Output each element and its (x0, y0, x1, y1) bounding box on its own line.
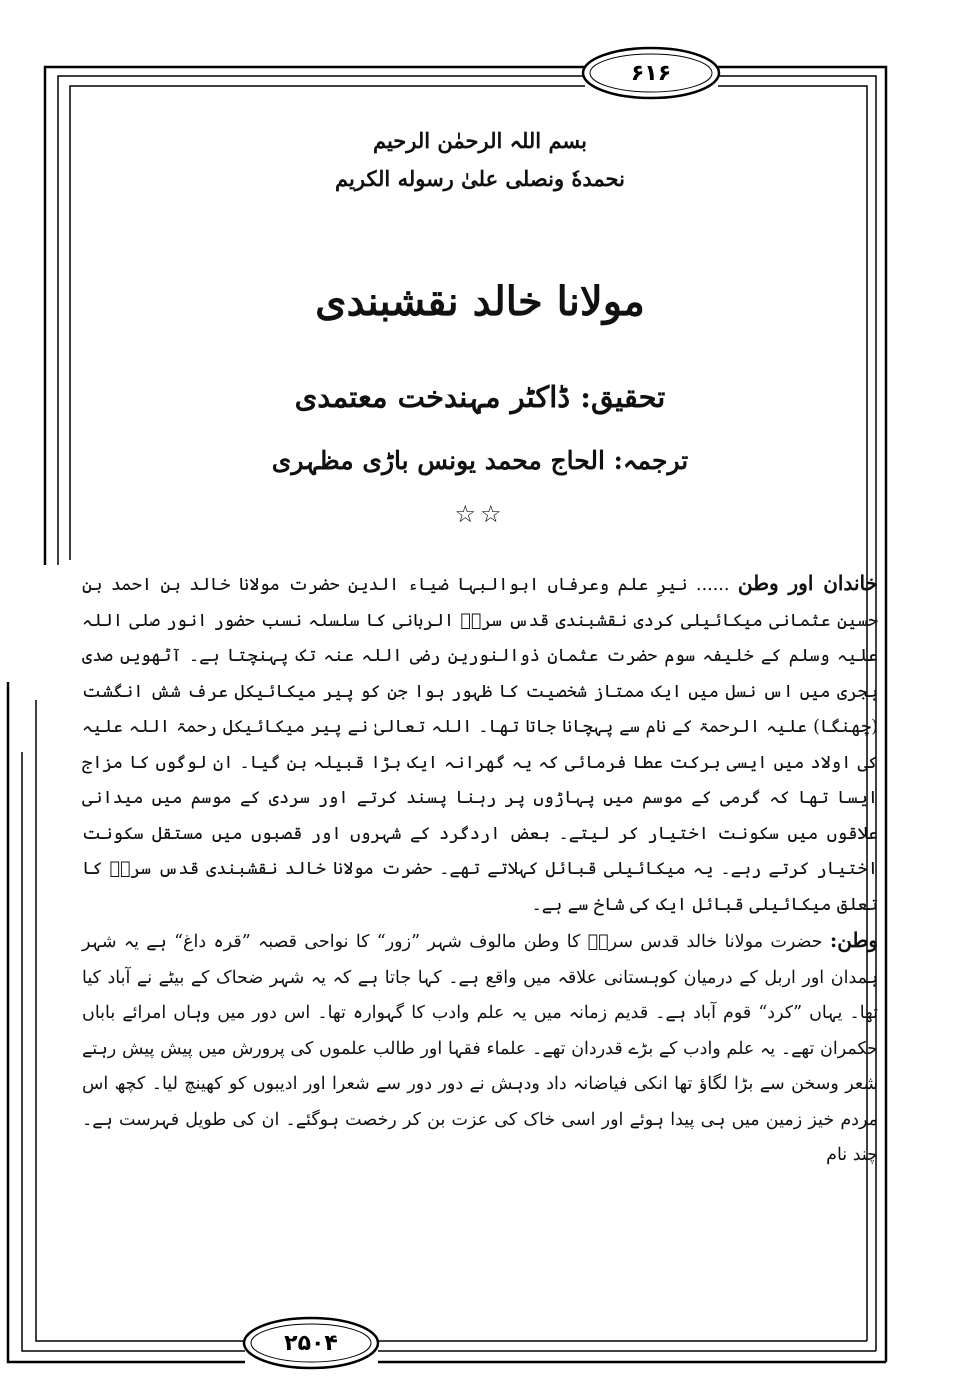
paragraph-family-homeland (82, 566, 878, 923)
paragraph-heading: خاندان اور وطن (737, 571, 878, 595)
paragraph-homeland (82, 923, 878, 1174)
paragraph-text: ...... نیرِ علم وعرفاں ابوالبہا ضیاء الدین حضرت مولانا خالد بن احمد بن حسین عثمانی میکائیلی کردی نقشبندی قدس سرہٗ الربانی کا سلسلہ نسب حضور انور صلی اللہ علیہ وسلم کے خلیفہ سوم حضرت عثمان ذوالنورین رضی اللہ عنہ تک پہنچتا ہے۔ آٹھویں صدی ہجری میں اس نسل میں ایک ممتاز شخصیت کا ظہور ہوا جن کو پیر میکائیکل عرف شش انگشت (چھنگا) علیہ الرحمۃ کے نام سے پہچانا جاتا تھا۔ اللہ تعالیٰ نے پیر میکائیکل رحمۃ اللہ علیہ کی اولاد میں ایسی برکت عطا فرمائی کہ یہ گھرانہ ایک بڑا قبیلہ بن گیا۔ ان لوگوں کا مزاج ایسا تھا کہ گرمی کے موسم میں پہاڑوں پر رہنا پسند کرتے اور سردی کے موسم میں میدانی علاقوں میں سکونت اختیار کر لیتے۔ بعض اردگرد کے شہروں اور قصبوں میں مستقل سکونت اختیار کرتے رہے۔ یہ میکائیلی قبائل کہلاتے تھے۔ حضرت مولانا خالد نقشبندی قدس سرہٗ کا تعلق میکائیلی قبائل ایک کی شاخ سے ہے۔ (82, 575, 878, 915)
article-title: مولانا خالد نقشبندی (315, 278, 645, 325)
page-number-bottom: ۲۵۰۴ (284, 1330, 338, 1356)
paragraph-heading: وطن: (829, 928, 878, 952)
hamd-line: نحمدهٗ ونصلی علیٰ رسوله الکریم (335, 166, 625, 191)
basmala: بسم اللہ الرحمٰن الرحیم (372, 128, 588, 153)
paragraph-text: حضرت مولانا خالد قدس سرہٗ کا وطن مالوف شہر ”زور“ کا نواحی قصبہ ”قرہ داغ“ ہے یہ شہر ہمدان اور اربل کے درمیان کوہستانی علاقہ میں واقع ہے۔ کہا جاتا ہے کہ یہ شہر ضحاک کے بیٹے نے آباد کیا تھا۔ یہاں ”کرد“ قوم آباد ہے۔ قدیم زمانہ میں یہ علم وادب کا گہوارہ تھا۔ اس دور میں وہاں امرائے باباں حکمران تھے۔ یہ علم وادب کے بڑے قدردان تھے۔ علماء فقہا اور طالب علموں کی پرورش میں پیش پیش رہتے شعر وسخن سے بڑا لگاؤ تھا انکی فیاضانہ داد ودہش نے دور دور سے شعرا اور ادیبوں کو کھینچ لیا۔ کچھ اس مردم خیز زمین میں ہی پیدا ہوئے اور اسی خاک کی عزت بن کر رخصت ہوگئے۔ ان کی طویل فہرست ہے۔ چند نام (82, 932, 878, 1165)
research-credit: تحقیق: ڈاکٹر مہندخت معتمدی (294, 380, 666, 414)
article-body (82, 566, 878, 1174)
translation-credit: ترجمہ: الحاج محمد یونس باڑی مظہری (271, 446, 689, 475)
page-number-top: ۶۱۶ (630, 60, 672, 86)
star-ornament: ☆☆ (454, 500, 506, 528)
